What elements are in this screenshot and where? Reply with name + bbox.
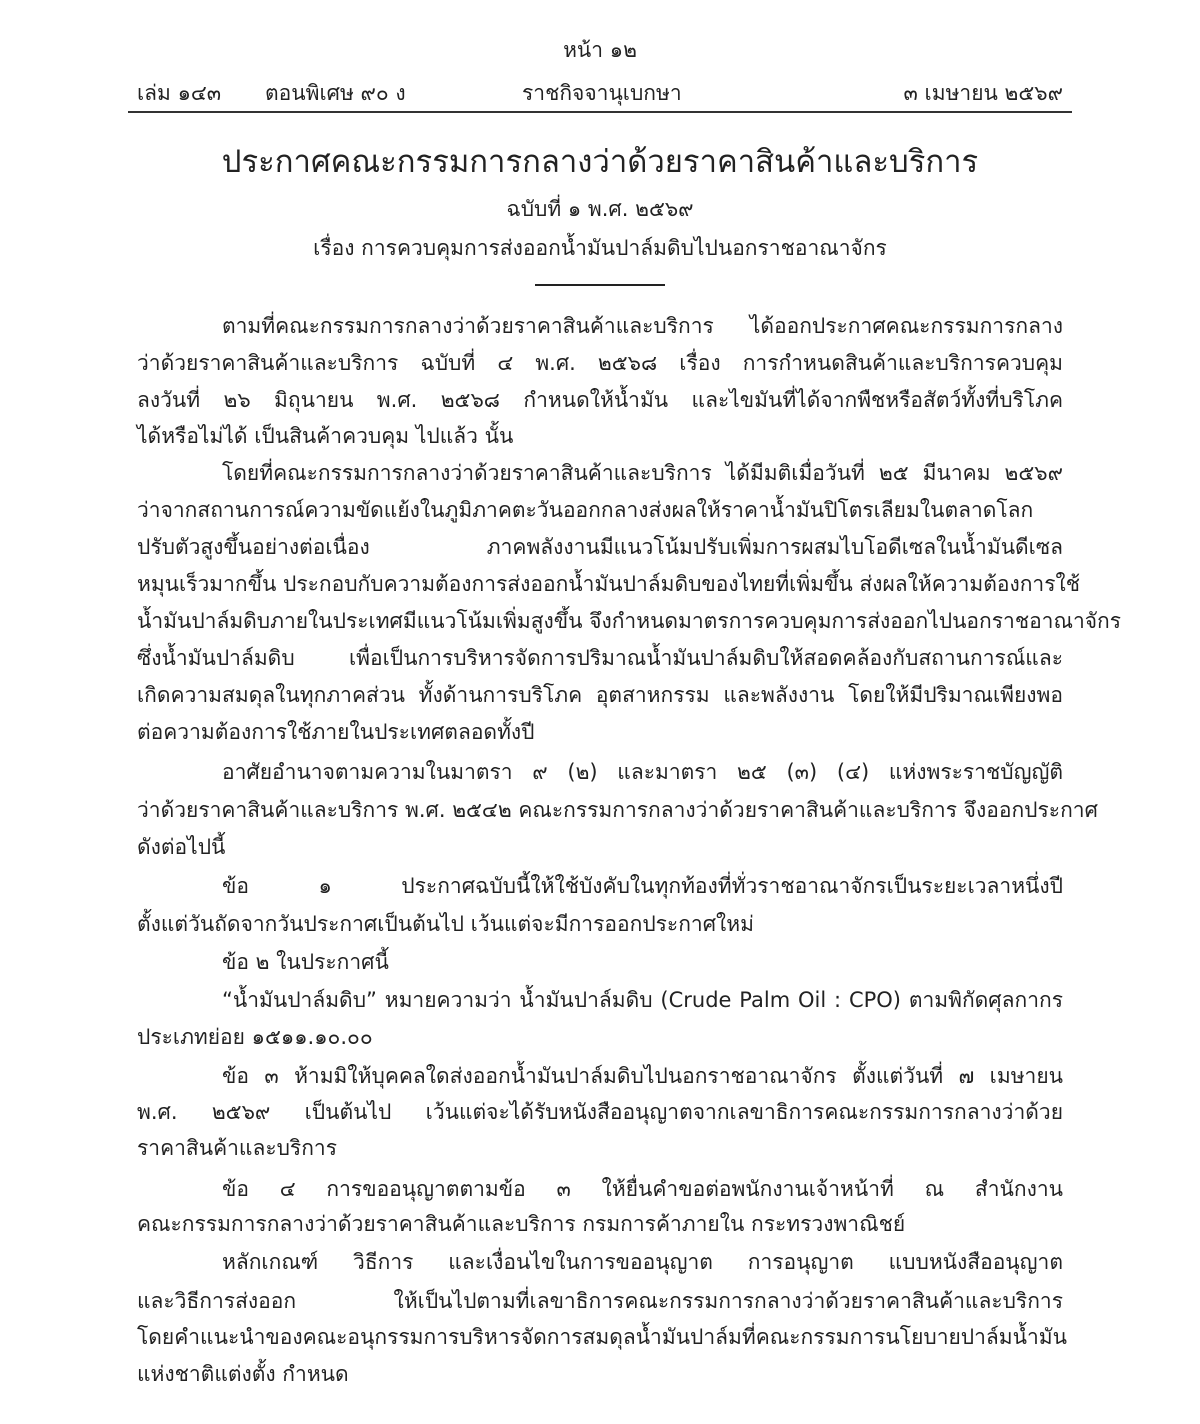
body-line: ว่าด้วยราคาสินค้าและบริการ พ.ศ. ๒๕๔๒ คณะกรรมการกลางว่าด้วยราคาสินค้าและบริการ จึงออกประกาศ [137,798,1098,822]
body-line: แห่งชาติแต่งตั้ง กำหนด [137,1362,349,1386]
body-line: หลักเกณฑ์ วิธีการ และเงื่อนไขในการขออนุญาต การอนุญาต แบบหนังสืออนุญาต [222,1250,1063,1274]
body-line: ตั้งแต่วันถัดจากวันประกาศเป็นต้นไป เว้นแต่จะมีการออกประกาศใหม่ [137,912,754,936]
body-line: ราคาสินค้าและบริการ [137,1136,338,1160]
body-line: ดังต่อไปนี้ [137,835,226,859]
body-line: น้ำมันปาล์มดิบภายในประเทศมีแนวโน้มเพิ่มสูงขึ้น จึงกำหนดมาตรการควบคุมการส่งออกไปนอกราชอาณาจักร [137,609,1122,633]
date: ๓ เมษายน ๒๕๖๙ [903,81,1063,105]
announcement-title: ประกาศคณะกรรมการกลางว่าด้วยราคาสินค้าและบริการ [221,144,979,180]
body-line: โดยคำแนะนำของคณะอนุกรรมการบริหารจัดการสมดุลน้ำมันปาล์มที่คณะกรรมการนโยบายปาล์มน้ำมัน [137,1325,1067,1349]
body-line: ว่าด้วยราคาสินค้าและบริการ ฉบับที่ ๔ พ.ศ. ๒๕๖๘ เรื่อง การกำหนดสินค้าและบริการควบคุม [137,351,1063,375]
title-rule [535,284,665,286]
body-line: ข้อ ๔ การขออนุญาตตามข้อ ๓ ให้ยื่นคำขอต่อพนักงานเจ้าหน้าที่ ณ สำนักงาน [222,1177,1063,1201]
body-line: ประเภทย่อย ๑๕๑๑.๑๐.๐๐ [137,1025,373,1049]
body-line: ปรับตัวสูงขึ้นอย่างต่อเนื่อง ภาคพลังงานมีแนวโน้มปรับเพิ่มการผสมไบโอดีเซลในน้ำมันดีเซล [137,535,1063,559]
body-line: เกิดความสมดุลในทุกภาคส่วน ทั้งด้านการบริโภค อุตสาหกรรม และพลังงาน โดยให้มีปริมาณเพียงพอ [137,683,1063,707]
body-line: “น้ำมันปาล์มดิบ” หมายความว่า น้ำมันปาล์มดิบ (Crude Palm Oil : CPO) ตามพิกัดศุลกากร [222,988,1063,1012]
page-number: หน้า ๑๒ [563,38,637,62]
body-line: ข้อ ๒ ในประกาศนี้ [222,950,389,974]
gazette-name: ราชกิจจานุเบกษา [522,81,682,105]
body-line: หมุนเร็วมากขึ้น ประกอบกับความต้องการส่งออกน้ำมันปาล์มดิบของไทยที่เพิ่มขึ้น ส่งผลให้ความต้องการใช้ [137,572,1080,596]
body-line: พ.ศ. ๒๕๖๙ เป็นต้นไป เว้นแต่จะได้รับหนังสืออนุญาตจากเลขาธิการคณะกรรมการกลางว่าด้วย [137,1100,1063,1124]
body-line: ตามที่คณะกรรมการกลางว่าด้วยราคาสินค้าและบริการ ได้ออกประกาศคณะกรรมการกลาง [222,314,1063,338]
body-line: คณะกรรมการกลางว่าด้วยราคาสินค้าและบริการ กรมการค้าภายใน กระทรวงพาณิชย์ [137,1212,906,1236]
body-line: ข้อ ๓ ห้ามมิให้บุคคลใดส่งออกน้ำมันปาล์มดิบไปนอกราชอาณาจักร ตั้งแต่วันที่ ๗ เมษายน [222,1064,1063,1088]
section: ตอนพิเศษ ๙๐ ง [265,81,406,105]
body-line: ลงวันที่ ๒๖ มิถุนายน พ.ศ. ๒๕๖๘ กำหนดให้น้ำมัน และไขมันที่ได้จากพืชหรือสัตว์ทั้งที่บริโภค [137,388,1063,412]
body-line: ข้อ ๑ ประกาศฉบับนี้ให้ใช้บังคับในทุกท้องที่ทั่วราชอาณาจักรเป็นระยะเวลาหนึ่งปี [222,874,1063,898]
body-line: ซึ่งน้ำมันปาล์มดิบ เพื่อเป็นการบริหารจัดการปริมาณน้ำมันปาล์มดิบให้สอดคล้องกับสถานการณ์และ [137,646,1063,670]
body-line: ต่อความต้องการใช้ภายในประเทศตลอดทั้งปี [137,720,535,744]
body-line: และวิธีการส่งออก ให้เป็นไปตามที่เลขาธิการคณะกรรมการกลางว่าด้วยราคาสินค้าและบริการ [137,1289,1063,1313]
volume: เล่ม ๑๔๓ [137,81,222,105]
issue-number: ฉบับที่ ๑ พ.ศ. ๒๕๖๙ [506,197,694,221]
body-line: อาศัยอำนาจตามความในมาตรา ๙ (๒) และมาตรา ๒๕ (๓) (๔) แห่งพระราชบัญญัติ [222,760,1063,784]
body-line: ว่าจากสถานการณ์ความขัดแย้งในภูมิภาคตะวันออกกลางส่งผลให้ราคาน้ำมันปิโตรเลียมในตลาดโลก [137,498,1034,522]
subject: เรื่อง การควบคุมการส่งออกน้ำมันปาล์มดิบไปนอกราชอาณาจักร [313,236,887,260]
body-line: โดยที่คณะกรรมการกลางว่าด้วยราคาสินค้าและบริการ ได้มีมติเมื่อวันที่ ๒๕ มีนาคม ๒๕๖๙ [222,461,1063,485]
header-rule [128,111,1072,113]
body-line: ได้หรือไม่ได้ เป็นสินค้าควบคุม ไปแล้ว นั้น [137,424,514,448]
